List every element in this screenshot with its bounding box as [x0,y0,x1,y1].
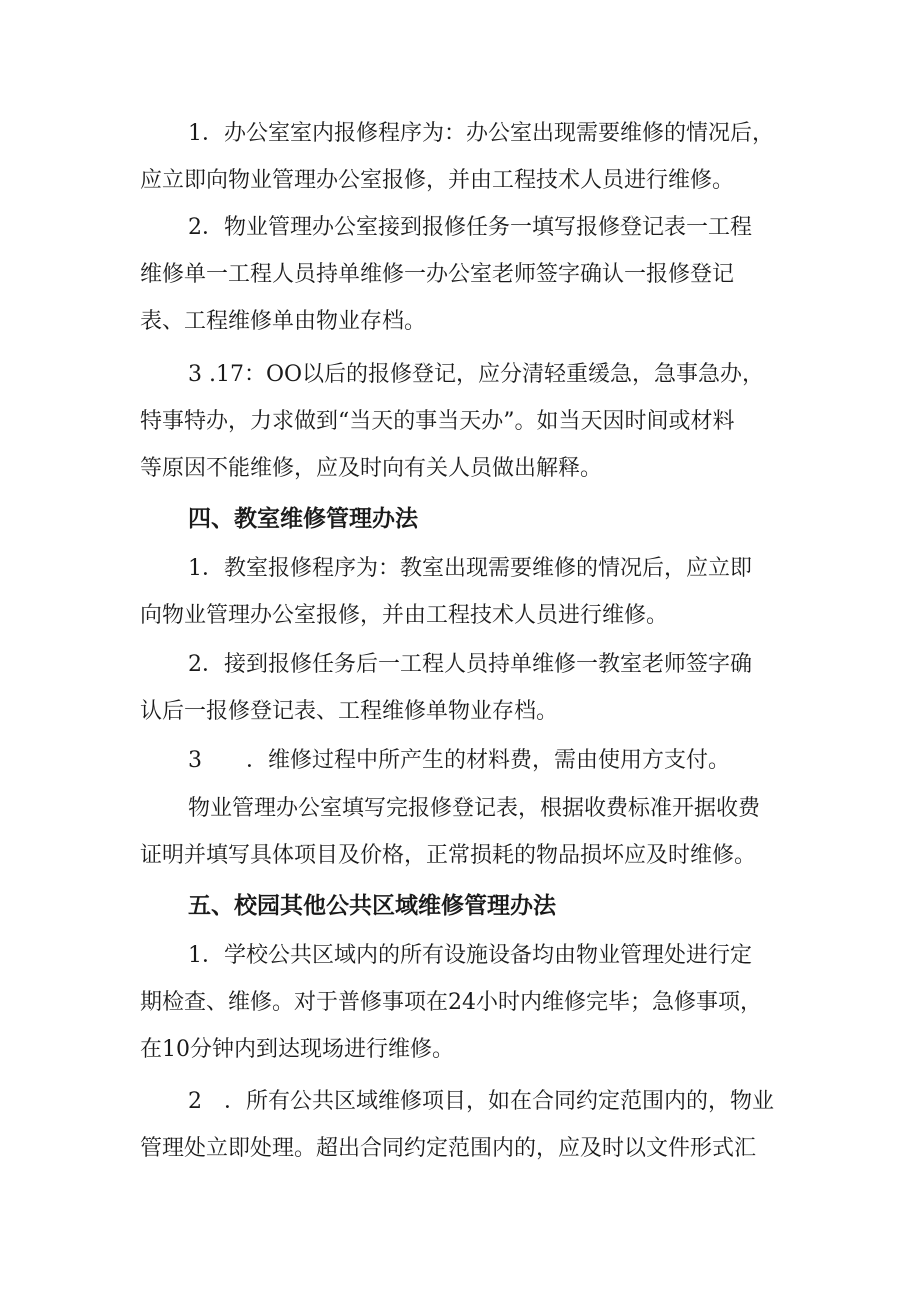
text-line: 向物业管理办公室报修，并由工程技术人员进行维修。 [140,603,669,628]
text-line: 3 ．维修过程中所产生的材料费，需由使用方支付。 [188,748,730,773]
paragraph-contract-scope [140,1078,790,1172]
paragraph-after-hours-repair [140,351,790,492]
section-heading-public-area-repair: 五、校园其他公共区域维修管理办法 [188,893,556,919]
text-line: 管理处立即处理。超出合同约定范围内的，应及时以文件形式汇 [140,1136,757,1161]
text-line: 物业管理办公室填写完报修登记表，根据收费标准开据收费 [188,796,761,821]
text-line: 1．学校公共区域内的所有设施设备均由物业管理处进行定 [188,943,752,968]
text-line: 期检查、维修。对于普修事项在24小时内维修完毕；急修事项， [140,990,762,1015]
paragraph-office-repair-procedure [140,110,790,204]
text-line: 3 .17：OO以后的报修登记，应分清轻重缓急，急事急办， [188,362,765,387]
text-line: 应立即向物业管理办公室报修，并由工程技术人员进行维修。 [140,168,735,193]
paragraph-classroom-repair-procedure [140,545,790,639]
text-line: 维修单一工程人员持单维修一办公室老师签字确认一报修登记 [140,262,735,287]
paragraph-repair-workflow [140,204,790,345]
text-line: 2 ．所有公共区域维修项目，如在合同约定范围内的，物业 [188,1089,774,1114]
text-line: 特事特办，力求做到“当天的事当天办”。如当天因时间或材料 [140,409,735,434]
paragraph-fee-certificate [140,785,790,879]
paragraph-material-fee [140,737,790,784]
text-line: 认后一报修登记表、工程维修单物业存档。 [140,699,559,724]
section-heading-classroom-repair: 四、教室维修管理办法 [188,506,418,532]
text-line: 等原因不能维修，应及时向有关人员做出解释。 [140,456,603,481]
text-line: 2．物业管理办公室接到报修任务一填写报修登记表一工程 [188,215,752,240]
text-line: 2．接到报修任务后一工程人员持单维修一教室老师签字确 [188,652,752,677]
text-line: 证明并填写具体项目及价格，正常损耗的物品损坏应及时维修。 [140,843,757,868]
text-line: 1．教室报修程序为：教室出现需要维修的情况后，应立即 [188,556,752,581]
text-line: 1．办公室室内报修程序为：办公室出现需要维修的情况后， [188,121,774,146]
text-line: 表、工程维修单由物业存档。 [140,309,427,334]
paragraph-classroom-repair-workflow [140,641,790,735]
paragraph-public-facility-inspection [140,932,790,1073]
text-line: 在10分钟内到达现场进行维修。 [140,1037,454,1062]
